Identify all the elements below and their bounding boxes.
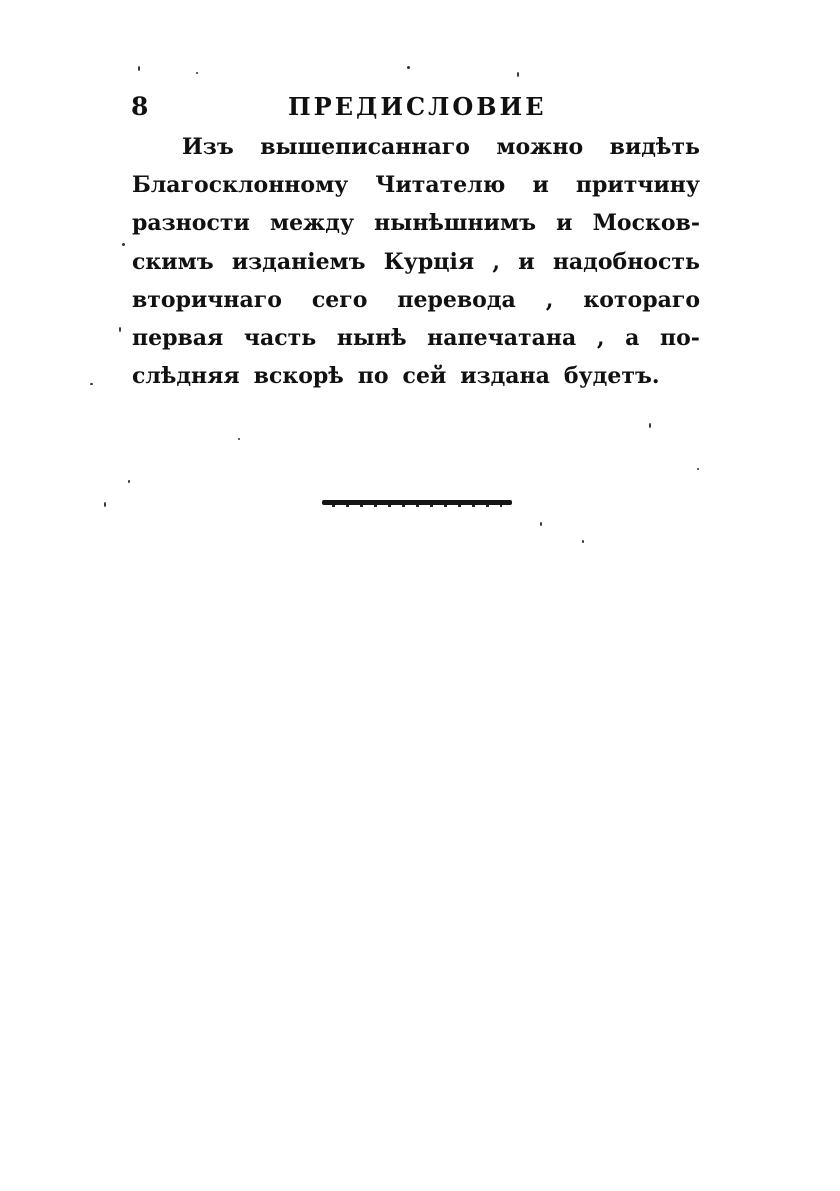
page-number: 8	[131, 92, 149, 121]
word: между	[269, 210, 355, 237]
word: вторичнаго	[132, 286, 282, 313]
word: разности	[132, 210, 250, 237]
word: будетъ.	[563, 363, 660, 390]
paper-speck	[540, 522, 542, 526]
word: нынѣшнимъ	[374, 210, 536, 237]
word: слѣдняя	[132, 363, 240, 390]
text-line-7	[132, 357, 700, 395]
paper-speck	[104, 502, 106, 507]
word: вышеписаннаго	[260, 134, 470, 161]
word: нынѣ	[336, 325, 407, 352]
text-line-5	[132, 281, 700, 319]
word: вскорѣ	[253, 363, 344, 390]
word: ,	[492, 248, 501, 275]
paper-speck	[128, 480, 130, 483]
word: по	[357, 363, 389, 390]
word: притчину	[575, 172, 700, 199]
word: часть	[243, 325, 317, 352]
word: и	[556, 210, 573, 237]
word: надобность	[552, 248, 700, 275]
running-head: ПРЕДИСЛОВИЕ	[288, 92, 547, 121]
word: Курція	[383, 248, 475, 275]
text-line-3	[132, 204, 700, 242]
word: сей	[402, 363, 447, 390]
word: сего	[311, 286, 368, 313]
word: Благосклонному	[132, 172, 349, 199]
paper-speck	[138, 66, 140, 71]
text-line-6	[132, 319, 700, 357]
word: а	[625, 325, 640, 352]
paper-speck	[196, 72, 198, 74]
paper-speck	[238, 438, 240, 440]
paper-speck	[119, 327, 121, 332]
text-line-1	[132, 128, 700, 166]
paper-speck	[517, 72, 519, 77]
paper-speck	[582, 540, 584, 543]
paper-speck	[407, 66, 410, 69]
word: ,	[596, 325, 605, 352]
word: перевода	[397, 286, 516, 313]
word: по-	[660, 325, 700, 352]
word: первая	[132, 325, 224, 352]
word: Изъ	[182, 134, 234, 161]
word: видѣть	[609, 134, 700, 161]
word: Читателю	[375, 172, 506, 199]
word: изданіемъ	[231, 248, 366, 275]
paper-speck	[697, 468, 699, 470]
preface-text	[132, 128, 700, 395]
paper-speck	[649, 423, 651, 428]
word: ,	[545, 286, 554, 313]
end-ornament-rule	[322, 500, 512, 505]
word: Москов-	[592, 210, 700, 237]
word: скимъ	[132, 248, 214, 275]
word: можно	[496, 134, 584, 161]
word: напечатана	[427, 325, 577, 352]
word: котораго	[583, 286, 700, 313]
text-line-2	[132, 166, 700, 204]
word: и	[518, 248, 535, 275]
word: издана	[460, 363, 550, 390]
paper-speck	[122, 243, 125, 246]
text-line-4	[132, 243, 700, 281]
paper-speck	[90, 383, 93, 385]
word: и	[532, 172, 549, 199]
